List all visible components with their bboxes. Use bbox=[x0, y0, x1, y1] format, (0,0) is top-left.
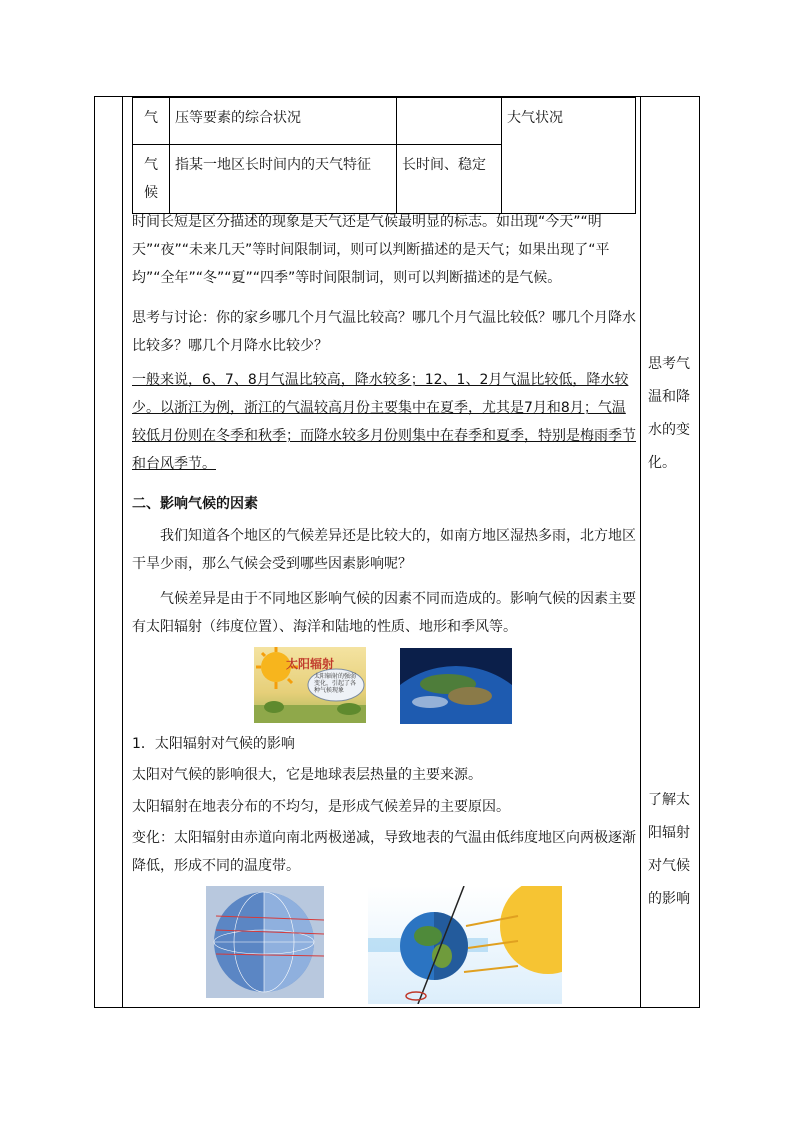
table-cell bbox=[397, 98, 502, 145]
column-divider bbox=[640, 97, 641, 1007]
paragraph: 变化：太阳辐射由赤道向南北两极递减，导致地表的气温由低纬度地区向两极逐渐降低，形成不同的温度带。 bbox=[132, 830, 636, 874]
earth-from-space-image bbox=[400, 648, 512, 724]
cell-char: 气 bbox=[144, 157, 158, 173]
table-cell: 大气状况 bbox=[502, 98, 636, 214]
weather-climate-table bbox=[132, 97, 636, 214]
subsection-heading: 1．太阳辐射对气候的影响 bbox=[132, 736, 295, 752]
paragraph: 太阳对气候的影响很大，它是地球表层热量的主要来源。 bbox=[132, 767, 482, 783]
earth-sun-diagram bbox=[368, 886, 562, 1004]
discussion-answer: 一般来说，6、7、8月气温比较高，降水较多；12、1、2月气温比较低，降水较少。以浙江为例，浙江的气温较高月份主要集中在夏季，尤其是7月和8月；气温较低月份则在冬季和秋季；而降水较多月份则集中在春季和夏季，特别是梅雨季节和台风季节。 bbox=[132, 372, 636, 472]
column-divider bbox=[122, 97, 123, 1007]
globe-latitude-diagram bbox=[206, 886, 324, 998]
table-cell bbox=[133, 145, 170, 214]
illustration-title: 太阳辐射 bbox=[286, 657, 335, 671]
paragraph: 气候差异是由于不同地区影响气候的因素不同而造成的。影响气候的因素主要有太阳辐射（纬度位置）、海洋和陆地的性质、地形和季风等。 bbox=[132, 591, 636, 635]
discussion-question: 思考与讨论：你的家乡哪几个月气温比较高？哪几个月气温比较低？哪几个月降水比较多？哪几个月降水比较少？ bbox=[132, 310, 636, 354]
earth-icon bbox=[400, 648, 512, 724]
table-cell: 指某一地区长时间内的天气特征 bbox=[170, 145, 397, 214]
paragraph: 我们知道各个地区的气候差异还是比较大的，如南方地区湿热多雨，北方地区干旱少雨，那么气候会受到哪些因素影响呢？ bbox=[132, 528, 636, 572]
section-heading: 二、影响气候的因素 bbox=[132, 496, 258, 512]
illustration-bubble-text: 太阳辐射的强弱变化，引起了各种气候现象 bbox=[314, 673, 357, 694]
table-cell: 气 bbox=[133, 98, 170, 145]
side-note: 思考气温和降水的变化。 bbox=[648, 356, 690, 471]
sun-radiation-illustration bbox=[254, 647, 366, 723]
globe-icon bbox=[206, 886, 324, 998]
table-cell: 长时间、稳定 bbox=[397, 145, 502, 214]
earth-sun-icon bbox=[368, 886, 562, 1004]
paragraph: 时间长短是区分描述的现象是天气还是气候最明显的标志。如出现“今天”“明天”“夜”“未来几天”等时间限制词，则可以判断描述的是天气；如果出现了“平均”“全年”“冬”“夏”“四季”等时间限制词，则可以判断描述的是气候。 bbox=[132, 214, 610, 286]
paragraph: 太阳辐射在地表分布的不均匀，是形成气候差异的主要原因。 bbox=[132, 799, 510, 815]
cell-char: 候 bbox=[144, 185, 158, 201]
table-cell: 压等要素的综合状况 bbox=[170, 98, 397, 145]
side-note: 了解太阳辐射对气候的影响 bbox=[648, 792, 690, 907]
